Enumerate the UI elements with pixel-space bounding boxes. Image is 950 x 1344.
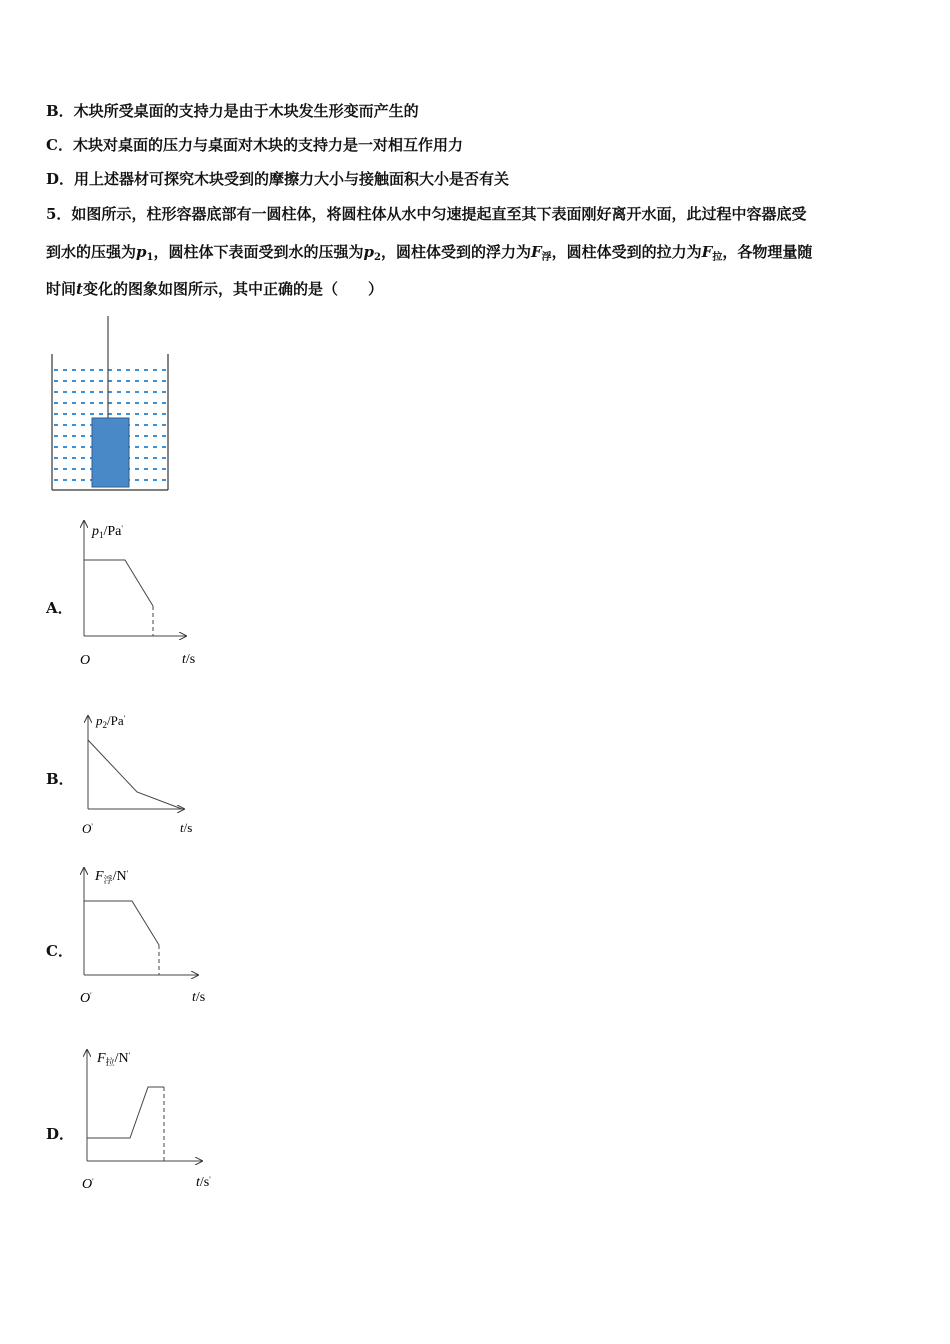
d-omark: '	[92, 1177, 94, 1186]
option-d-prev: D．用上述器材可探究木块受到的摩擦力大小与接触面积大小是否有关	[46, 170, 510, 188]
a-sub: 1	[99, 530, 104, 540]
c-unit: /N	[112, 869, 127, 884]
d-var: F	[97, 1051, 106, 1066]
c-sub: 浮	[103, 875, 113, 885]
c-omark: '	[90, 991, 92, 1000]
container-figure	[46, 314, 174, 494]
svg-text:t/s	[192, 990, 205, 1005]
graph-d	[70, 1042, 230, 1197]
b-tunit: /s	[183, 820, 193, 835]
choice-b-label: B．	[46, 770, 74, 788]
svg-text:p1/Pa'	[91, 524, 123, 540]
question-line-2: 到水的压强为$p_1$，圆柱体下表面受到水的压强为$p_2$，圆柱体受到的浮力为$F_浮$，圆柱体受到的拉力为$F_拉$，各物理量随	[46, 243, 813, 263]
graph-b	[70, 708, 210, 838]
svg-text:F浮/N'	[94, 869, 129, 885]
question-line-3: 时间t变化的图象如图所示，其中正确的是（ ）	[46, 280, 383, 298]
b-var: p	[96, 713, 103, 728]
c-var: F	[95, 869, 104, 884]
d-tvar: t	[196, 1175, 200, 1190]
b-tvar: t	[180, 820, 184, 835]
d-tmark: '	[209, 1175, 211, 1184]
d-tunit: /s	[199, 1175, 210, 1190]
b-mark: '	[123, 714, 126, 723]
a-unit: /Pa	[103, 524, 122, 539]
graph-c	[70, 860, 220, 1010]
a-origin: O	[80, 653, 91, 668]
svg-text:O'	[80, 991, 92, 1006]
a-tvar: t	[182, 652, 186, 667]
c-tvar: t	[192, 990, 196, 1005]
c-origin: O	[80, 991, 91, 1006]
option-b-prev: B．木块所受桌面的支持力是由于木块发生形变而产生的	[46, 102, 419, 120]
cylinder	[92, 418, 129, 487]
b-sub: 2	[102, 720, 107, 730]
d-mark: '	[128, 1051, 131, 1060]
choice-c-label: C．	[46, 942, 73, 960]
svg-text:F拉/N'	[96, 1051, 131, 1067]
a-mark: '	[121, 524, 123, 533]
svg-text:O'	[82, 821, 93, 836]
svg-text:t/s'	[196, 1175, 211, 1190]
choice-d-label: D．	[46, 1125, 75, 1143]
b-origin: O	[82, 821, 92, 836]
a-tunit: /s	[185, 652, 196, 667]
d-origin: O	[82, 1177, 93, 1192]
b-unit: /Pa	[107, 713, 124, 728]
d-sub: 拉	[105, 1057, 115, 1067]
choice-a-label: A．	[46, 599, 73, 617]
c-tunit: /s	[195, 990, 206, 1005]
graph-a	[70, 515, 210, 675]
d-unit: /N	[114, 1051, 129, 1066]
a-var: p	[92, 524, 99, 539]
question-line-1: 5．如图所示，柱形容器底部有一圆柱体，将圆柱体从水中匀速提起直至其下表面刚好离开水面，此过程中容器底受	[46, 205, 807, 223]
svg-text:O'	[82, 1177, 94, 1192]
option-c-prev: C．木块对桌面的压力与桌面对木块的支持力是一对相互作用力	[46, 136, 463, 154]
svg-text:p2/Pa'	[95, 713, 126, 730]
svg-text:t/s	[182, 652, 195, 667]
b-omark: '	[91, 822, 93, 831]
svg-text:t/s	[180, 820, 192, 835]
c-mark: '	[126, 869, 129, 878]
